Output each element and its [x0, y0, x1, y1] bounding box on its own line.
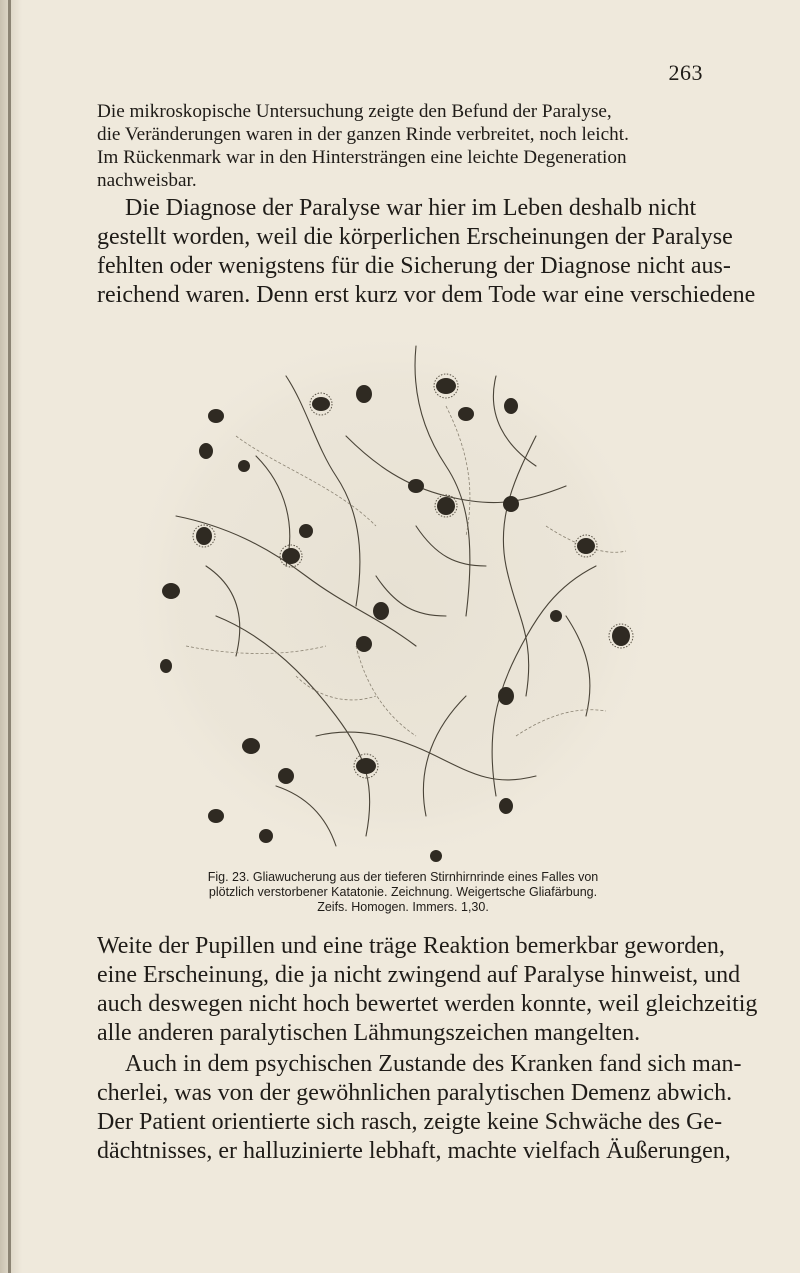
- page-number: 263: [668, 60, 703, 85]
- text-line: Weite der Pupillen und eine träge Reaktion bemerkbar geworden,: [97, 933, 725, 959]
- text-line: die Veränderungen waren in der ganzen Rinde verbreitet, noch leicht.: [97, 124, 629, 145]
- paragraph-2: [97, 194, 756, 310]
- text-line: Die mikroskopische Untersuchung zeigte den Befund der Paralyse,: [97, 101, 612, 122]
- text-line: cherlei, was von der gewöhnlichen paralytischen Demenz abwich.: [97, 1080, 733, 1106]
- text-line: dächtnisses, er halluzinierte lebhaft, machte vielfach Äußerungen,: [97, 1138, 731, 1164]
- micrograph-figure: [116, 316, 668, 876]
- figure-caption: [97, 870, 709, 915]
- paragraph-3: [97, 932, 758, 1048]
- text-line: gestellt worden, weil die körperlichen Erscheinungen der Paralyse: [97, 224, 733, 250]
- caption-line: Fig. 23. Gliawucherung aus der tieferen Stirnhirnrinde eines Falles von: [207, 870, 599, 884]
- text-line: Auch in dem psychischen Zustande des Kranken fand sich man-: [125, 1051, 742, 1077]
- text-line: Der Patient orientierte sich rasch, zeigte keine Schwäche des Ge-: [97, 1109, 723, 1135]
- text-line: alle anderen paralytischen Lähmungszeichen mangelten.: [97, 1020, 641, 1046]
- text-line: Die Diagnose der Paralyse war hier im Leben deshalb nicht: [125, 195, 697, 221]
- text-line: nachweisbar.: [97, 170, 197, 191]
- text-line: Im Rückenmark war in den Hintersträngen eine leichte Degeneration: [97, 147, 627, 168]
- page-binding-shadow: [0, 0, 22, 1273]
- paragraph-1: [97, 100, 709, 192]
- caption-line: plötzlich verstorbener Katatonie. Zeichnung. Weigertsche Gliafärbung.: [208, 885, 598, 899]
- text-line: eine Erscheinung, die ja nicht zwingend auf Paralyse hinweist, und: [97, 962, 741, 988]
- text-line: reichend waren. Denn erst kurz vor dem Tode war eine verschiedene: [97, 282, 756, 308]
- text-line: auch deswegen nicht hoch bewertet werden konnte, weil gleichzeitig: [97, 991, 758, 1017]
- page-binding-edge: [8, 0, 11, 1273]
- paragraph-4: [97, 1050, 742, 1166]
- caption-line: Zeifs. Homogen. Immers. 1,30.: [317, 900, 489, 914]
- text-line: fehlten oder wenigstens für die Sicherung der Diagnose nicht aus-: [97, 253, 731, 279]
